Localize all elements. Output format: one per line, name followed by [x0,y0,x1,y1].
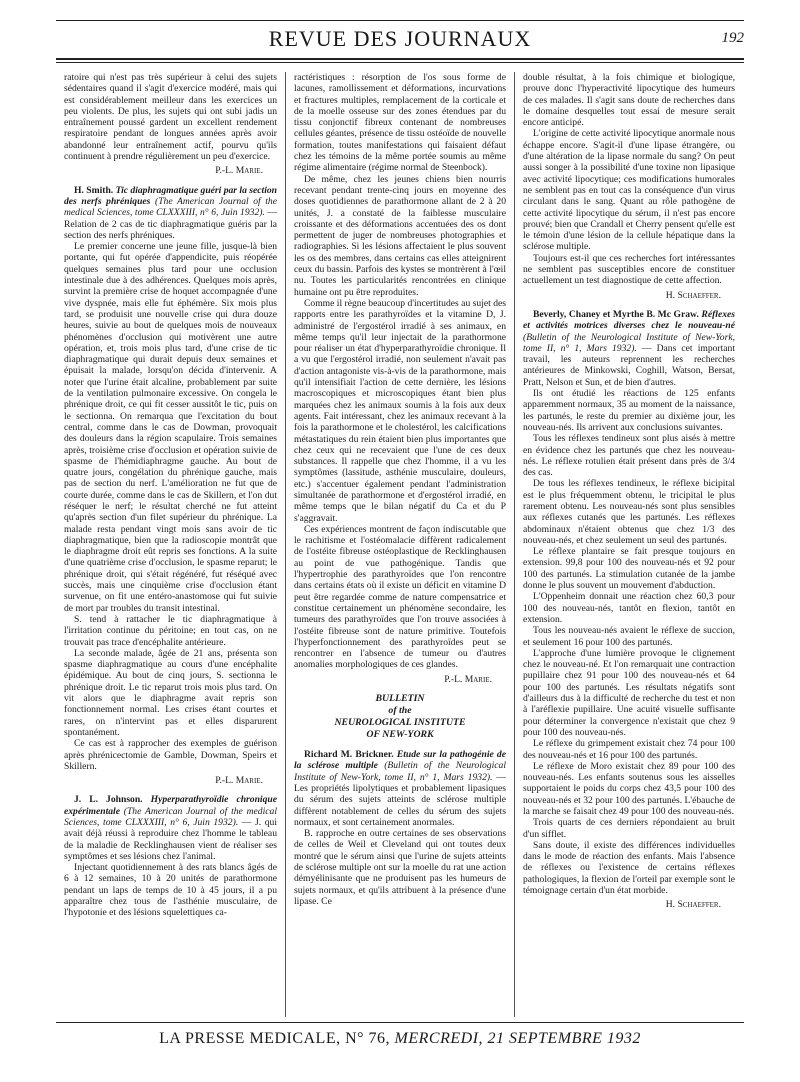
article-source: (The American Journal of the medical Sciences, tome CLXXXIII, n° 6, Juin 1932). [64,195,277,219]
paragraph: De même, chez les jeunes chiens bien nourris recevant pendant trente-cinq jours en moyenne des doses quotidiennes de parathormone allant de 2 à 20 unités, J. a constaté de la faiblesse musculaire croissante et des déformations accentuées des os dont permettent de juger de nombreuses photographies et radiographies. Si les lésions affectaient le plus souvent les os des membres, dans certains cas elles atteignirent ceux du bassin. Parfois des kystes se montrèrent à l'œil nu. Toutes les particularités rencontrées en clinique humaine ont pu être reproduites. [294,173,506,298]
paragraph: Le premier concerne une jeune fille, jusque-là bien portante, qui fut opérée d'appendicite, puis réopérée quelques semaines plus tard pour une occlusion intestinale due à des adhérences. Quelques mois après, survint la première crise de hoquet accompagnée d'une vive dyspnée, mais elle fut éphémère. Six mois plus tard, se produisit une nouvelle crise qui dura douze heures, suivie au bout de quelques mois de nouveaux phénomènes d'occlusion qui motivèrent une autre opération, et, trois mois plus tard, d'une crise de tic diaphragmatique qui durait depuis deux semaines et épuisait la malade, lorsqu'on décida d'intervenir. A noter que l'urine était alcaline, probablement par suite de la ventilation pulmonaire excessive. On congela le phrénique droit, ce qui fit cesser aussitôt le tic, puis on le sectionna. On remarqua que l'excitation du bout central, comme dans le cas de Dowman, provoquait des douleurs dans la région scapulaire. Trois semaines après, troisième crise d'occlusion et opération suivie de spasme de l'hémidiaphragme gauche. Au bout de quatre jours, congélation du phrénique gauche, mais pas de section du nerf. L'amélioration ne fut que de courte durée, comme dans le cas de Skillern, et l'on dut réséquer le nerf; le résultat cherché ne fut atteint qu'après section d'un filet supérieur du phrénique. La malade resta pendant vingt mois sans avoir de tic diaphragmatique, bien que la radioscopie montrât que le diaphragme droit eût repris ses fonctions. A la suite d'une quatrième crise d'occlusion, le spasme reparut; le phrénique droit, qui s'était régénéré, fut réséqué avec succès, mais une cinquième crise d'occlusion étant survenue, on fit une entéro-anastomose qui fut suivie de mort par troubles du transit intestinal. [64,241,277,614]
paragraph: Toujours est-il que ces recherches fort intéressantes ne semblent pas susceptibles encore de constituer actuellement un test diagnostique de cette affection. [523,252,735,287]
article-heading [294,749,506,828]
paragraph: B. rapproche en outre certaines de ses observations de celles de Weil et Cleveland qui ont toutes deux montré que le sérum ainsi que l'urine de sujets atteints de sclérose multiple ont sur la moelle du rat une action démyélinisante que ne produisent pas les humeurs de sujets normaux, et qu'ils attribuent à la présence d'une lipase. Ce [294,828,506,907]
article-source: (The American Journal of the medical Sciences, tome CLXXXIII, n° 6, Juin 1932). [64,805,277,828]
article-heading [523,309,735,388]
section-heading-bulletin [294,693,506,741]
paragraph: L'Oppenheim donnait une réaction chez 60,3 pour 100 des nouveau-nés, tantôt en flexion, tantôt en extension. [523,591,735,625]
paragraph: S. tend à rattacher le tic diaphragmatique à l'irritation continue du péritoine; en tout cas, on ne trouvait pas trace d'encéphalite antérieure. [64,613,277,648]
article-heading [64,794,277,862]
article-author: Beverly, Chaney et Myrthe B. Mc Graw. [533,308,699,320]
article-lead: — Les propriétés lipolytiques et probablement lipasiques du sérum des sujets atteints de sclérose multiple diffèrent notablement de celles du sérum des sujets normaux, et sont certainement anormales. [294,771,506,828]
paragraph: La seconde malade, âgée de 21 ans, présenta son spasme diaphragmatique au cours d'une encéphalite épidémique. Au bout de cinq jours, S. sectionna le phrénique droit. Le tic reparut trois mois plus tard. On vit alors que le diaphragme avait repris son fonctionnement normal. Les crises étant courtes et rares, on n'intervint pas et elles disparurent spontanément. [64,647,277,738]
signature: P.-L. Marie. [444,673,492,685]
article-lead: — J. qui avait déjà réussi à reproduire chez l'homme le tableau de la maladie de Recklinghausen vient de réaliser ses symptômes et ses lésions chez l'animal. [64,817,278,862]
paragraph: Trois quarts de ces derniers répondaient au bruit d'un sifflet. [523,817,735,840]
paragraph: Ils ont étudié les réactions de 125 enfants apparemment normaux, 35 au moment de la naissance, les partunés, le reste du premier au dixième jour, les nouveau-nés. Ils arrivent aux conclusions suivantes. [523,388,735,433]
article-lead: — Relation de 2 cas de tic diaphragmatique guéris par la section des nerfs phréniques. [64,207,278,241]
paragraph: De tous les réflexes tendineux, le réflexe bicipital est le plus fréquemment obtenu, le tricipital le plus rarement obtenu. Les nouveau-nés sont plus sensibles aux réflexes cutanés que les partunés. Les réflexes abdominaux n'étaient obtenus que chez 1/3 des nouveau-nés, et chez seulement un seul des partunés. [523,478,735,546]
paragraph: ratoire qui n'est pas très supérieur à celui des sujets sédentaires quand il s'agit d'exercice modéré, mais qui est considérablement meilleur dans les exercices un peu violents. De plus, les sujets qui ont subi jadis un entraînement poussé gardent un excellent rendement respiratoire pendant de longues années après avoir abandonné leur entraînement actif, pourvu qu'ils continuent à prendre régulièrement un peu d'exercice. [64,72,277,163]
paragraph: Tous les nouveau-nés avaient le réflexe de succion, et seulement 16 pour 100 des partunés. [523,625,735,648]
signature: P.-L. Marie. [215,775,263,787]
article-author: J. L. Johnson. [74,794,143,806]
footer-journal: LA PRESSE MEDICALE, [159,1030,341,1047]
header-rule-thin [56,62,744,63]
paragraph: Tous les réflexes tendineux sont plus aisés à mettre en évidence chez les partunés que chez les nouveau-nés. Le réflexe rotulien était présent dans près de 3/4 des cas. [523,433,735,479]
article-heading [64,185,277,241]
footer-rule [56,1022,744,1023]
bulletin-line: NEUROLOGICAL INSTITUTE [334,717,466,729]
paragraph: double résultat, à la fois chimique et biologique, prouve donc l'hyperactivité lipocytique des humeurs de ces malades. Il s'agit sans doute de recherches dans le domaine desquelles tout essai de mesure serait encore anticipé. [523,72,735,129]
signature: P.-L. Marie. [215,165,263,177]
top-rule [56,20,744,21]
footer-issue: N° 76, [345,1030,391,1047]
page-footer [56,1030,744,1048]
article-title: Tic diaphragmatique guéri par la section des nerfs phréniques [64,184,278,207]
paragraph: L'origine de cette activité lipocytique anormale nous échappe encore. S'agit-il d'une lipase étrangère, ou d'une altération de la lipase normale du sang? On peut aussi songer à la possibilité d'une toxine non lipasique avec activité lipocytique; ces modifications humorales ne semblent pas en tout cas la conséquence d'un virus circulant dans le sang. Quant au rôle pathogène de cette activité lipocytique du sérum, il n'est pas encore prouvé; bien que Crandall et Cherry pensent qu'elle est le témoin d'une lésion de la cellule hépatique dans la sclérose multiple. [523,128,735,253]
bulletin-line: OF NEW-YORK [366,729,434,741]
article-author: H. Smith. [74,184,114,196]
column-2 [285,72,514,1017]
page-header [56,22,744,56]
paragraph: L'approche d'une lumière provoque le clignement chez le nouveau-né. Et l'on remarquait une contraction pupillaire chez 91 pour 100 des nouveau-nés et 64 pour 100 des partunés. Les résultats négatifs sont d'ailleurs dus à la difficulté de recherche du test et non à l'aréflexie pupillaire. Une acuité visuelle suffisante pour déterminer la convergence n'existait que chez 9 pour 100 des nouveau-nés. [523,647,735,738]
bulletin-line: of the [388,705,412,717]
journal-title: REVUE DES JOURNAUX [268,26,532,51]
text-columns [56,72,744,1017]
article-author: Richard M. Brickner. [304,749,394,761]
article-source: (Bulletin of the Neurological Institute of New-York, tome II, n° 1, Mars 1932). [294,760,506,783]
article-source: (Bulletin of the Neurological Institute of New-York, tome II, n° 1, Mars 1932). [523,331,735,354]
header-rule [56,58,744,60]
signature: H. Schaeffer. [665,289,721,301]
paragraph: Comme il règne beaucoup d'incertitudes au sujet des rapports entre les parathyroïdes et la vitamine D, J. administré de l'ergostérol irradié à ses animaux, en même temps qu'il leur injectait de la parathormone pour réaliser un état d'hyperparathyroïdie chronique. Il a vu que l'ergostérol irradié, non seulement n'avait pas d'action antagoniste vis-à-vis de la parathormone, mais qu'il intensifiait l'action de cette dernière, les lésions macroscopiques et microscopiques étant bien plus marquées chez les animaux soumis à la fois aux deux agents. Fait intéressant, chez les animaux recevant à la fois la parathormone et le cholestérol, les calcifications métastatiques du rein étaient bien plus importantes que chez ceux qui ne recevaient que l'une de ces deux substances. Il rappelle que chez l'homme, il a vu les symptômes (lassitude, asthénie musculaire, douleurs, etc.) s'accentuer également pendant l'administration simultanée de parathormone et d'ergostérol irradié, en même temps que le bilan négatif du Ca et du P s'aggravait. [294,297,506,524]
article-title: Hyperparathyroïdie chronique expérimentale [64,794,277,817]
paragraph: Sans doute, il existe des différences individuelles dans le mode de réaction des enfants. Mais l'absence de réflexes ou l'existence de certains réflexes pathologiques, la flexion de l'orteil par exemple sont le témoignage certain d'un état morbide. [523,839,735,897]
article-title: Etude sur la pathogénie de la sclérose multiple [294,749,506,772]
paragraph: Ces expériences montrent de façon indiscutable que le rachitisme et l'ostéomalacie diffèrent radicalement de l'ostéite fibreuse ostéoplastique de Recklinghausen au point de vue pathogénique. Tandis que l'hypertrophie des parathyroïdes que l'on rencontre dans certains états où il existe un déficit en vitamine D peut être regardée comme de nature compensatrice et constitue certainement un phénomène secondaire, les tumeurs des parathyroïdes que l'on trouve associées à l'ostéite fibreuse sont de nature primitive. Toutefois l'hyperfonctionnement des parathyroïdes peut se rencontrer en l'absence de tumeur ou d'autres anomalies morphologiques de ces glandes. [294,523,506,671]
footer-day: MERCREDI, [394,1030,484,1047]
column-1 [56,72,285,1017]
paragraph: ractéristiques : résorption de l'os sous forme de lacunes, ramollissement et déformations, incurvations et fractures multiples, remplacement de la corticale et de la moelle osseuse sur des zones étendues par du tissu conjonctif fibreux contenant de nombreuses cellules géantes, présence de tissu ostéoïde de nouvelle formation, toutes manifestations qui faisaient défaut chez les témoins de la même portée soumis au même régime alimentaire (régime normal de Steenbock). [294,72,506,174]
bulletin-line: BULLETIN [375,693,425,705]
page-number: 192 [721,30,744,46]
paragraph: Injectant quotidiennement à des rats blancs âgés de 6 à 12 semaines, 10 à 20 unités de parathormone pendant un laps de temps de 10 à 45 jours, il a pu apparaître chez tous de l'asthénie musculaire, de l'hypotonie et des lésions squelettiques ca- [64,862,277,919]
paragraph: Le réflexe du grimpement existait chez 74 pour 100 des nouveau-nés et 16 pour 100 des partunés. [523,738,735,761]
column-3 [514,72,743,1017]
article-title: Réflexes et activités motrices diverses chez le nouveau-né [523,308,735,332]
footer-date: 21 SEPTEMBRE 1932 [487,1030,641,1047]
paragraph: Le réflexe de Moro existait chez 89 pour 100 des nouveau-nés. Les enfants soutenus sous les aisselles supportaient le poids du corps chez 43,5 pour 100 des nouveau-nés et 32 pour 100 des partunés. L'ébauche de la marche se faisait chez 49 pour 100 des nouveau-nés. [523,760,735,817]
signature: H. Schaeffer. [665,899,721,911]
paragraph: Ce cas est à rapprocher des exemples de guérison après phrénicectomie de Gamble, Dowman, Speirs et Skillern. [64,738,277,772]
article-lead: — Dans cet important travail, les auteurs reprennent les recherches antérieures de Minkowski, Coghill, Watson, Bersat, Pratt, Nelson et Sun, et de bien d'autres. [523,342,735,388]
paragraph: Le réflexe plantaire se fait presque toujours en extension. 99,8 pour 100 des nouveau-nés et 92 pour 100 des partunés. La stimulation cutanée de la jambe donne le plus souvent un mouvement d'abduction. [523,546,735,592]
